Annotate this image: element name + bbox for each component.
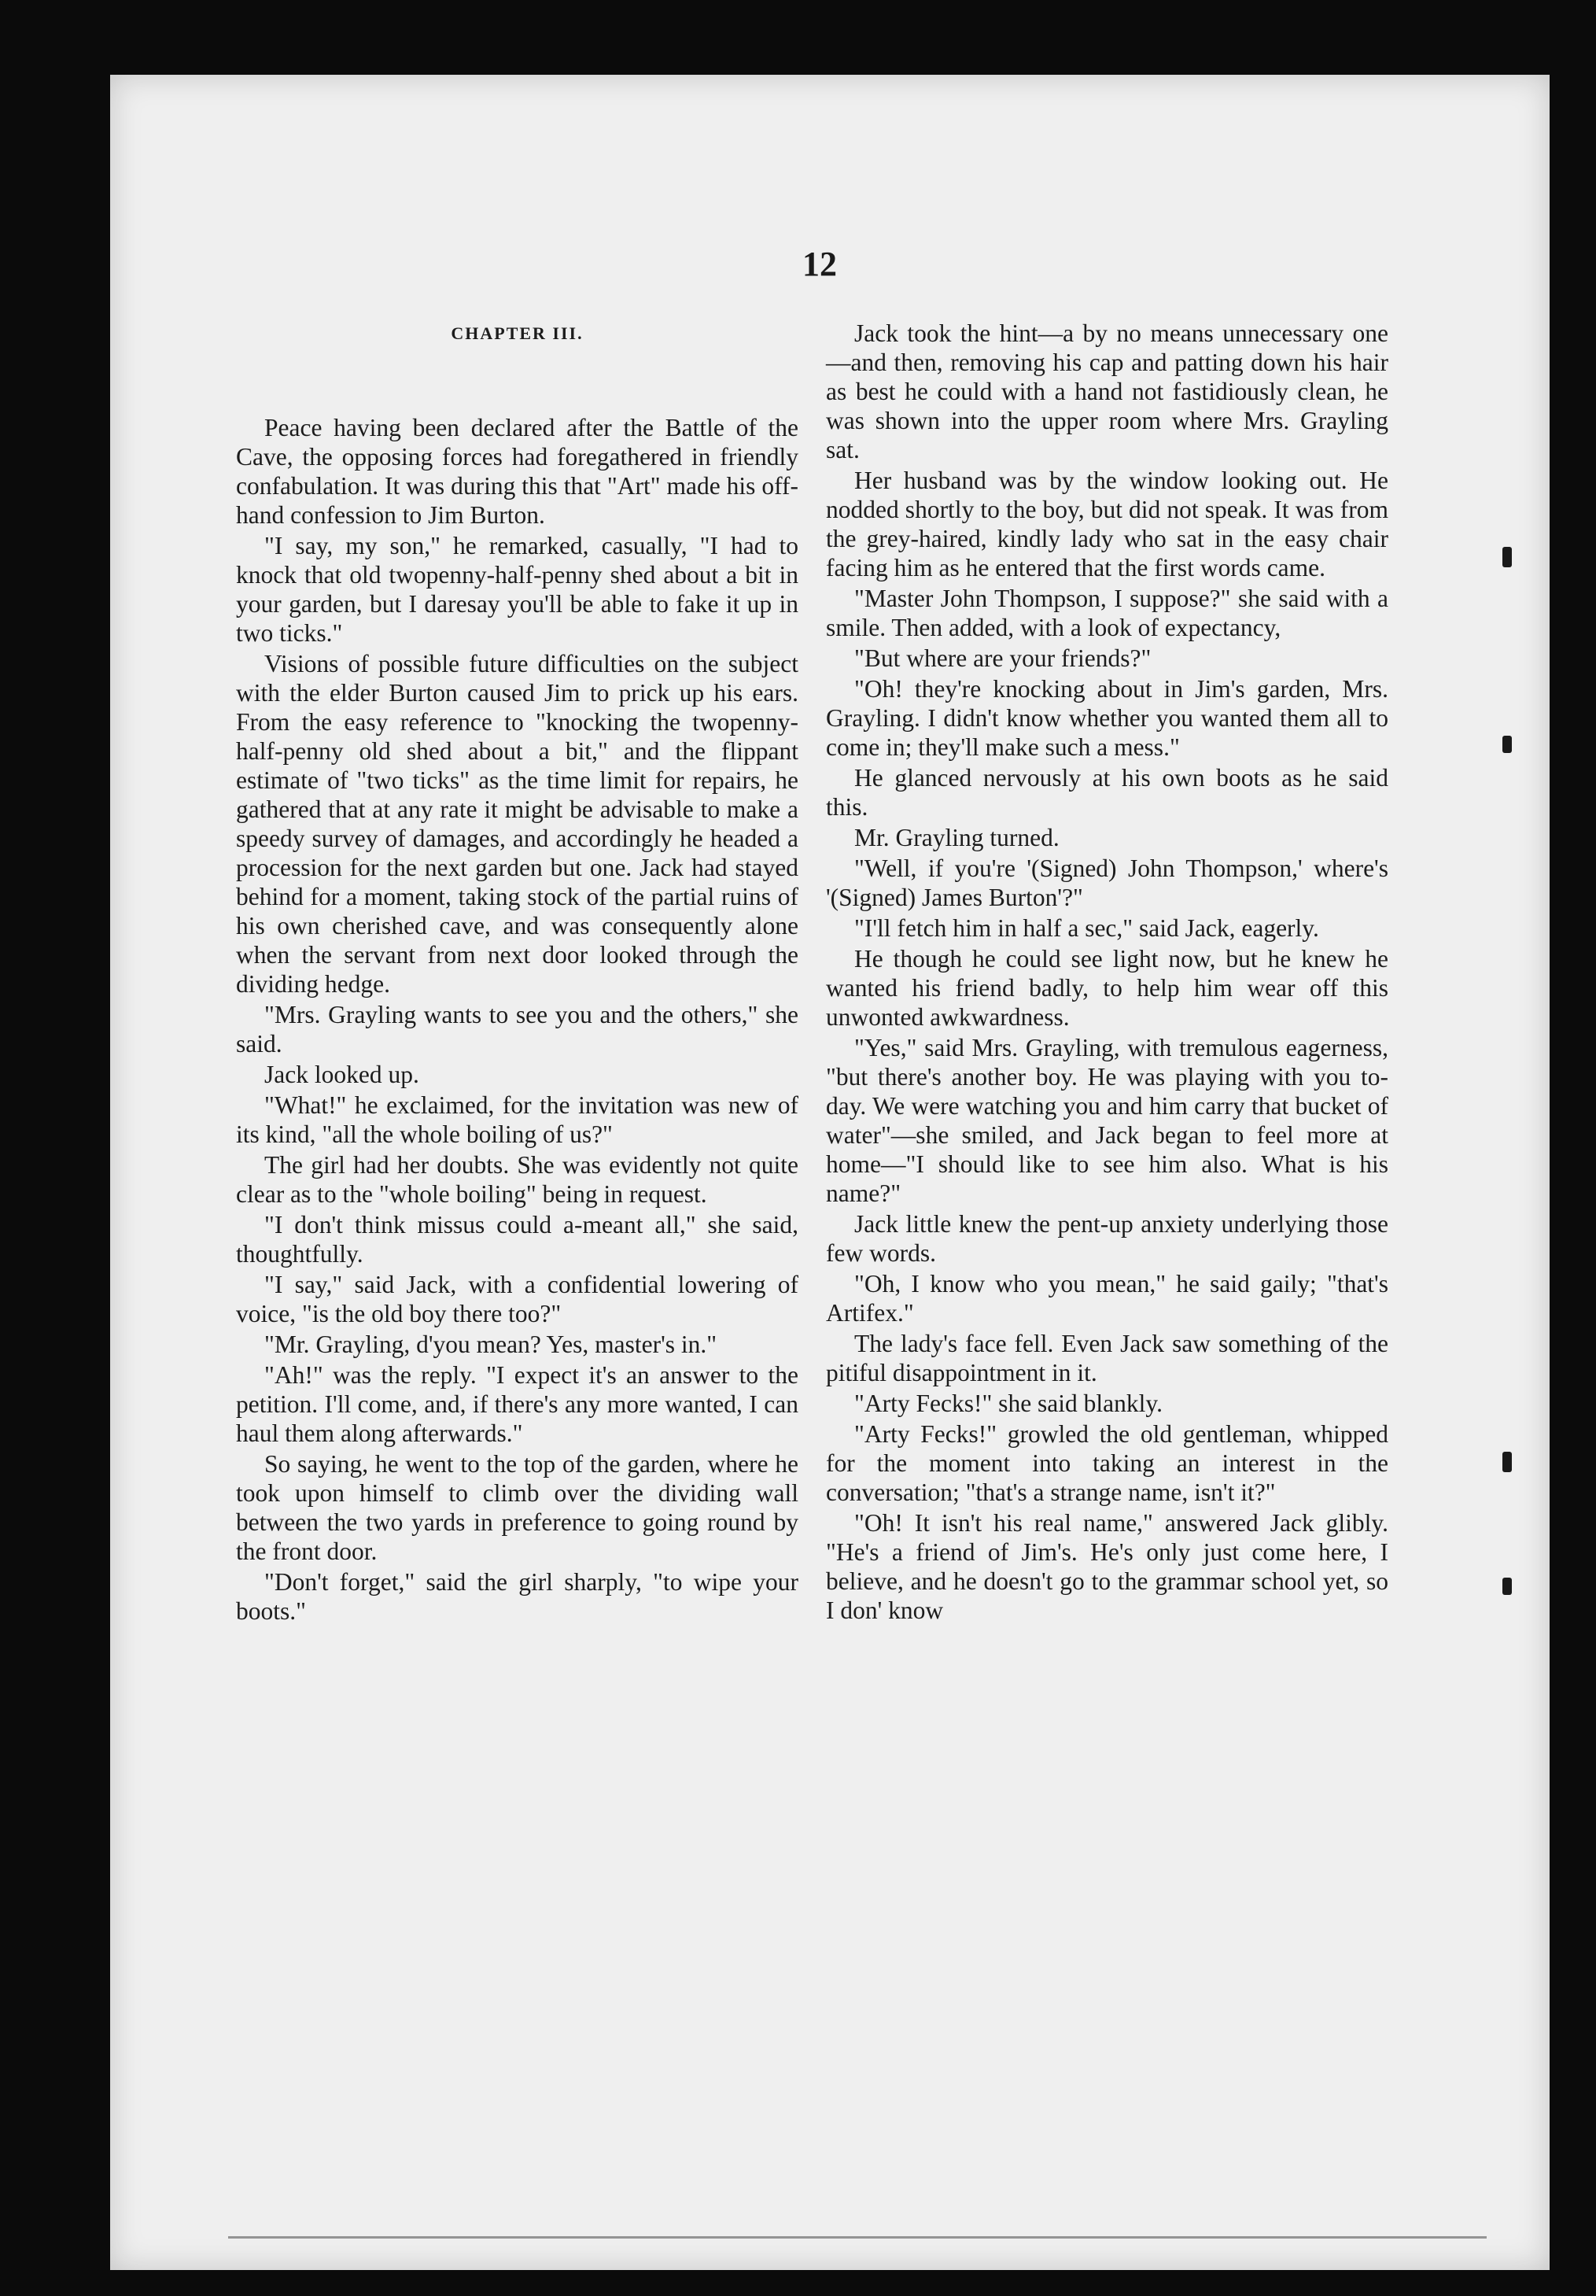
paragraph: "Ah!" was the reply. "I expect it's an answer to the petition. I'll come, and, if there's any more wanted, I can haul them along afterwards." [236, 1361, 798, 1447]
paragraph: "Arty Fecks!" she said blankly. [854, 1390, 1163, 1417]
paragraph: Peace having been declared after the Battle of the Cave, the opposing forces had foregathered in friendly confabulation. It was during this that "Art" made his off-hand confession to Jim Burton. [236, 414, 798, 529]
paragraph: "I don't think missus could a-meant all," she said, thoughtfully. [236, 1211, 798, 1268]
scan-mark [1502, 1578, 1512, 1595]
paragraph: He glanced nervously at his own boots as he said this. [826, 764, 1388, 821]
scan-mark [1502, 547, 1512, 567]
scan-mark [1502, 736, 1512, 753]
left-column: CHAPTER III. Peace having been declared after the Battle of the Cave, the opposing forces had foregathered in friendly confabulation. It was during this that "Art" made his off-hand confession to Jim Burton. "I say, my son," he remarked, casually, "I had to knock that old twopenny-half-penny shed about a bit in your garden, but I daresay you'll be able to fake it up in two ticks." Visions of possible future difficulties on the subject with the elder Burton caused Jim to prick up his ears. From the easy reference to "knocking the twopenny-half-penny old shed about a bit," and the flippant estimate of "two ticks" as the time limit for repairs, he gathered that at any rate it might be advisable to make a speedy survey of damages, and accordingly he headed a procession for the next garden but one. Jack had stayed behind for a moment, taking stock of the partial ruins of his own cherished cave, and was consequently alone when the servant from next door looked through the dividing hedge. "Mrs. Grayling wants to see you and the others," she said. Jack looked up. "What!" he exclaimed, for the invitation was new of its kind, "all the whole boiling of us?" The girl had her doubts. She was evidently not quite clear as to the "whole boiling" being in request. "I don't think missus could a-meant all," she said, thoughtfully. "I say," said Jack, with a confidential lowering of voice, "is the old boy there too?" "Mr. Grayling, d'you mean? Yes, master's in." "Ah!" was the reply. "I expect it's an answer to the petition. I'll come, and, if there's any more wanted, I can haul them along afterwards." So saying, he went to the top of the garden, where he took upon himself to climb over the dividing wall between the two yards in preference to going round by the front door. "Don't forget," said the girl sharply, "to wipe your boots." [236, 323, 798, 1625]
paragraph: He though he could see light now, but he knew he wanted his friend badly, to help him wear off this unwonted awkwardness. [826, 945, 1388, 1031]
paragraph: "Mrs. Grayling wants to see you and the others," she said. [236, 1001, 798, 1058]
scan-mark [1502, 1452, 1512, 1472]
paragraph: Mr. Grayling turned. [854, 824, 1060, 851]
paragraph: "Master John Thompson, I suppose?" she said with a smile. Then added, with a look of expectancy, [826, 585, 1388, 641]
paragraph: The lady's face fell. Even Jack saw something of the pitiful disappointment in it. [826, 1330, 1388, 1386]
paragraph: "I say, my son," he remarked, casually, "I had to knock that old twopenny-half-penny shed about a bit in your garden, but I daresay you'll be able to fake it up in two ticks." [236, 532, 798, 647]
paragraph: Jack little knew the pent-up anxiety underlying those few words. [826, 1210, 1388, 1267]
paragraph: "Oh, I know who you mean," he said gaily; "that's Artifex." [826, 1270, 1388, 1327]
page-number: 12 [802, 245, 837, 283]
paragraph: So saying, he went to the top of the garden, where he took upon himself to climb over the dividing wall between the two yards in preference to going round by the front door. [236, 1450, 798, 1565]
paragraph: "Oh! they're knocking about in Jim's garden, Mrs. Grayling. I didn't know whether you wanted them all to come in; they'll make such a mess." [826, 675, 1388, 761]
paragraph: "Well, if you're '(Signed) John Thompson,' where's '(Signed) James Burton'?" [826, 855, 1388, 911]
paragraph: "I'll fetch him in half a sec," said Jack, eagerly. [854, 914, 1319, 942]
page-bottom-edge [228, 2236, 1487, 2239]
paragraph: "Oh! It isn't his real name," answered Jack glibly. "He's a friend of Jim's. He's only just come here, I believe, and he doesn't go to the grammar school yet, so I don' know [826, 1509, 1388, 1624]
paragraph: Jack looked up. [264, 1061, 419, 1088]
paragraph: "Arty Fecks!" growled the old gentleman, whipped for the moment into taking an interest in the conversation; "that's a strange name, isn't it?" [826, 1420, 1388, 1506]
right-column [826, 319, 1388, 1626]
paragraph: "Mr. Grayling, d'you mean? Yes, master's in." [264, 1331, 717, 1358]
paragraph: "I say," said Jack, with a confidential lowering of voice, "is the old boy there too?" [236, 1271, 798, 1327]
scan-edge-marks [1502, 75, 1534, 2270]
paragraph: Jack took the hint—a by no means unnecessary one—and then, removing his cap and patting down his hair as best he could with a hand not fastidiously clean, he was shown into the upper room where Mrs. Grayling sat. [826, 319, 1388, 463]
paragraph: "Yes," said Mrs. Grayling, with tremulous eagerness, "but there's another boy. He was playing with you to-day. We were watching you and him carry that bucket of water"—she smiled, and Jack began to feel more at home—"I should like to see him also. What is his name?" [826, 1034, 1388, 1207]
paragraph: Visions of possible future difficulties on the subject with the elder Burton caused Jim to prick up his ears. From the easy reference to "knocking the twopenny-half-penny old shed about a bit," and the flippant estimate of "two ticks" as the time limit for repairs, he gathered that at any rate it might be advisable to make a speedy survey of damages, and accordingly he headed a procession for the next garden but one. Jack had stayed behind for a moment, taking stock of the partial ruins of his own cherished cave, and was consequently alone when the servant from next door looked through the dividing hedge. [236, 650, 798, 998]
paragraph: Her husband was by the window looking out. He nodded shortly to the boy, but did not speak. It was from the grey-haired, kindly lady who sat in the easy chair facing him as he entered that the first words came. [826, 467, 1388, 581]
paragraph: The girl had her doubts. She was evidently not quite clear as to the "whole boiling" being in request. [236, 1151, 798, 1208]
book-page [110, 75, 1550, 2270]
paragraph: "Don't forget," said the girl sharply, "to wipe your boots." [236, 1568, 798, 1625]
paragraph: "What!" he exclaimed, for the invitation was new of its kind, "all the whole boiling of us?" [236, 1091, 798, 1148]
paragraph: "But where are your friends?" [854, 644, 1152, 672]
